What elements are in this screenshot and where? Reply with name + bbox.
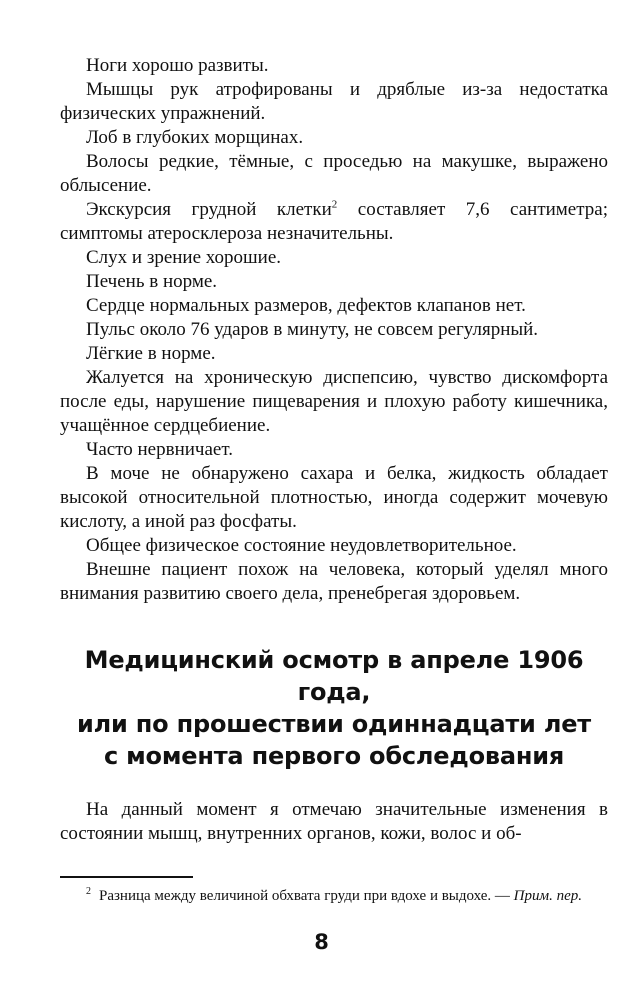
section-heading-line-2: или по прошествии одиннадцати лет xyxy=(77,710,591,738)
chest-excursion-text-start: Экскурсия грудной клетки xyxy=(86,199,332,220)
paragraph-complaints: Жалуется на хроническую диспепсию, чувство дискомфорта после еды, нарушение пищеварения и плохую работу кишечника, учащённое сердцебиение. xyxy=(60,367,608,436)
section-body xyxy=(60,798,608,846)
paragraph-urine: В моче не обнаружено сахара и белка, жидкость обладает высокой относительной плотностью, иногда содержит мочевую кислоту, а иной раз фосфаты. xyxy=(60,463,608,532)
section-heading-line-3: с момента первого обследования xyxy=(103,742,565,770)
paragraph-changes: На данный момент я отмечаю значительные изменения в состоянии мышц, внутренних органов, кожи, волос и об- xyxy=(60,799,608,844)
paragraph-arm-muscles: Мышцы рук атрофированы и дряблые из-за недостатка физических упражнений. xyxy=(60,79,608,124)
paragraph-appearance: Внешне пациент похож на человека, который уделял много внимания развитию своего дела, пренебрегая здоровьем. xyxy=(60,559,608,604)
paragraph-heart: Сердце нормальных размеров, дефектов клапанов нет. xyxy=(86,295,526,316)
footnote xyxy=(60,886,608,906)
paragraph-chest-excursion xyxy=(60,198,608,246)
chest-excursion-text-end: составляет 7,6 сантиметра; симптомы атеросклероза незначительны. xyxy=(60,199,608,244)
paragraph-pulse: Пульс около 76 ударов в минуту, не совсем регулярный. xyxy=(86,319,539,340)
paragraph-lungs: Лёгкие в норме. xyxy=(86,343,216,364)
paragraph-hearing-vision: Слух и зрение хорошие. xyxy=(86,247,282,268)
paragraph-hair: Волосы редкие, тёмные, с проседью на макушке, выражено облысение. xyxy=(60,151,608,196)
footnote-mark: 2 xyxy=(86,886,91,897)
paragraph-liver: Печень в норме. xyxy=(86,271,218,292)
paragraph-general-condition: Общее физическое состояние неудовлетворительное. xyxy=(86,535,517,556)
section-heading xyxy=(60,644,608,772)
paragraph-nervousness: Часто нервничает. xyxy=(86,439,233,460)
translator-note: Прим. пер. xyxy=(513,888,582,904)
paragraph-forehead: Лоб в глубоких морщинах. xyxy=(86,127,304,148)
footnote-reference[interactable]: 2 xyxy=(331,198,338,211)
page-content xyxy=(60,54,608,906)
paragraph-legs: Ноги хорошо развиты. xyxy=(86,55,269,76)
footnote-text: Разница между величиной обхвата груди при вдохе и выдохе. — xyxy=(99,888,510,904)
page-number: 8 xyxy=(314,930,329,954)
section-heading-line-1: Медицинский осмотр в апреле 1906 года, xyxy=(84,646,584,706)
footnote-divider xyxy=(60,876,193,878)
